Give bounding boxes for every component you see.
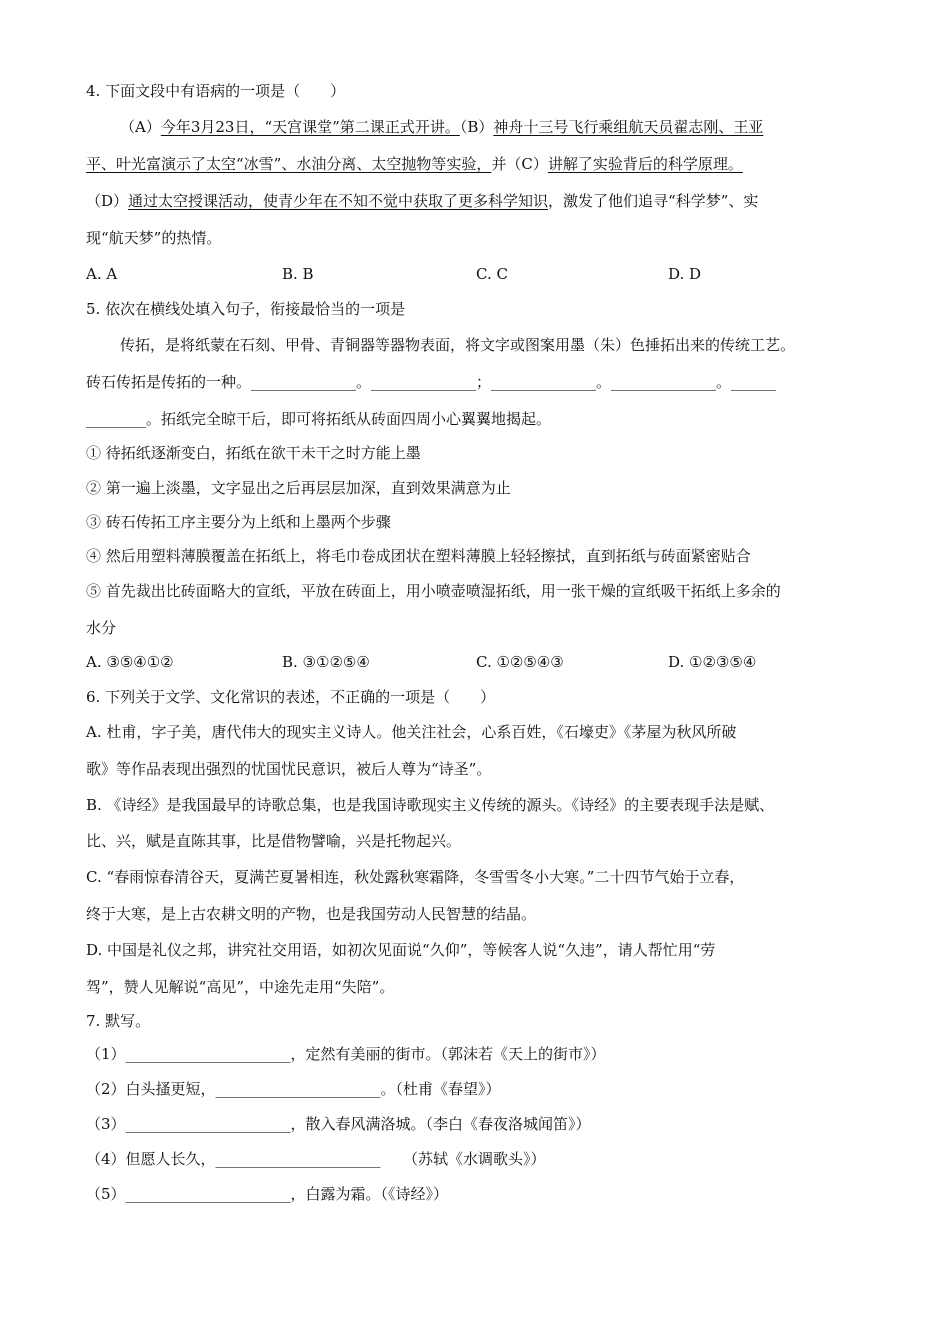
q5-passage-line-1: 传拓，是将纸蒙在石刻、甲骨、青铜器等器物表面，将文字或图案用墨（朱）色捶拓出来的传统工艺。	[120, 336, 796, 354]
q4-line-3-rest: ，激发了他们追寻“科学梦”、实	[548, 192, 759, 210]
q6-option-c-line-1[interactable]: C. “春雨惊春清谷天，夏满芒夏暑相连，秋处露秋寒霜降，冬雪雪冬小大寒。”二十四节气始于立春，	[86, 868, 745, 886]
q4-passage-line-1	[120, 116, 890, 138]
q6-stem: 6. 下列关于文学、文化常识的表述，不正确的一项是（ ）	[86, 688, 496, 706]
q4-option-c[interactable]: C. C	[476, 265, 508, 283]
q4-segment-b: 神舟十三号飞行乘组航天员翟志刚、王亚	[493, 118, 764, 136]
q5-option-a[interactable]: A. ③⑤④①②	[86, 653, 174, 671]
q5-item-3: ③ 砖石传拓工序主要分为上纸和上墨两个步骤	[86, 513, 391, 531]
q6-option-a-line-2: 歌》等作品表现出强烈的忧国忧民意识，被后人尊为“诗圣”。	[86, 760, 492, 778]
q4-segment-b-cont: 平、叶光富演示了太空“冰雪”、水油分离、太空抛物等实验，	[86, 155, 492, 173]
q7-line-3: （3）______________________，散入春风满洛城。（李白《春夜洛城闻笛》）	[86, 1115, 591, 1133]
q6-option-b-line-1[interactable]: B. 《诗经》是我国最早的诗歌总集，也是我国诗歌现实主义传统的源头。《诗经》的主要表现手法是赋、	[86, 796, 775, 814]
q5-passage-line-2: 砖石传拓是传拓的一种。______________。______________；______________。______________。______	[86, 373, 777, 391]
q5-option-c[interactable]: C. ①②⑤④③	[476, 653, 564, 671]
q4-segment-d: 通过太空授课活动，使青少年在不知不觉中获取了更多科学知识	[128, 192, 549, 210]
q4-option-b[interactable]: B. B	[282, 265, 314, 283]
q6-option-a-line-1[interactable]: A. 杜甫，字子美，唐代伟大的现实主义诗人。他关注社会，心系百姓，《石壕吏》《茅屋为秋风所破	[86, 723, 737, 741]
q7-stem: 7. 默写。	[86, 1012, 151, 1030]
q5-passage-line-3: ________。拓纸完全晾干后，即可将拓纸从砖面四周小心翼翼地揭起。	[86, 410, 552, 428]
q5-item-1: ① 待拓纸逐渐变白，拓纸在欲干未干之时方能上墨	[86, 444, 421, 462]
q4-option-d[interactable]: D. D	[668, 265, 702, 283]
q7-line-2: （2）白头搔更短，______________________。（杜甫《春望》）	[86, 1080, 501, 1098]
q7-line-1: （1）______________________，定然有美丽的街市。（郭沫若《天上的街市》）	[86, 1045, 606, 1063]
q4-passage-line-2	[86, 153, 890, 175]
q5-option-b[interactable]: B. ③①②⑤④	[282, 653, 370, 671]
q4-tag-c: （C）	[506, 155, 548, 173]
q6-option-d-line-2: 驾”，赞人见解说“高见”，中途先走用“失陪”。	[86, 978, 395, 996]
q5-item-2: ② 第一遍上淡墨，文字显出之后再层层加深，直到效果满意为止	[86, 479, 511, 497]
q6-option-d-line-1[interactable]: D. 中国是礼仪之邦，讲究社交用语，如初次见面说“久仰”，等候客人说“久违”，请人帮忙用“劳	[86, 941, 716, 959]
q4-segment-a: 今年3月23日，“天宫课堂”第二课正式开讲。	[160, 118, 460, 136]
q5-item-4: ④ 然后用塑料薄膜覆盖在拓纸上，将毛巾卷成团状在塑料薄膜上轻轻擦拭，直到拓纸与砖面紧密贴合	[86, 547, 751, 565]
q5-item-5-cont: 水分	[86, 619, 117, 637]
q6-option-b-line-2: 比、兴，赋是直陈其事，比是借物譬喻，兴是托物起兴。	[86, 832, 462, 850]
q5-option-d[interactable]: D. ①②③⑤④	[668, 653, 757, 671]
q4-tag-d: （D）	[86, 192, 129, 210]
q4-tag-b: （B）	[459, 118, 494, 136]
q4-segment-c: 讲解了实验背后的科学原理。	[547, 155, 743, 173]
q7-line-5: （5）______________________，白露为霜。（《诗经》）	[86, 1185, 449, 1203]
q4-tag-a: （A）	[120, 118, 161, 136]
q4-connector: 并	[491, 155, 507, 173]
q6-option-c-line-2: 终于大寒，是上古农耕文明的产物，也是我国劳动人民智慧的结晶。	[86, 905, 537, 923]
q4-option-a[interactable]: A. A	[86, 265, 118, 283]
q4-passage-line-3	[86, 190, 890, 212]
q5-stem: 5. 依次在横线处填入句子，衔接最恰当的一项是	[86, 300, 406, 318]
q5-item-5: ⑤ 首先裁出比砖面略大的宣纸，平放在砖面上，用小喷壶喷湿拓纸，用一张干燥的宣纸吸干拓纸上多余的	[86, 582, 781, 600]
q4-passage-line-4: 现“航天梦”的热情。	[86, 229, 222, 247]
q7-line-4: （4）但愿人长久，______________________ （苏轼《水调歌头》）	[86, 1150, 546, 1168]
q4-stem: 4. 下面文段中有语病的一项是（ ）	[86, 82, 346, 100]
